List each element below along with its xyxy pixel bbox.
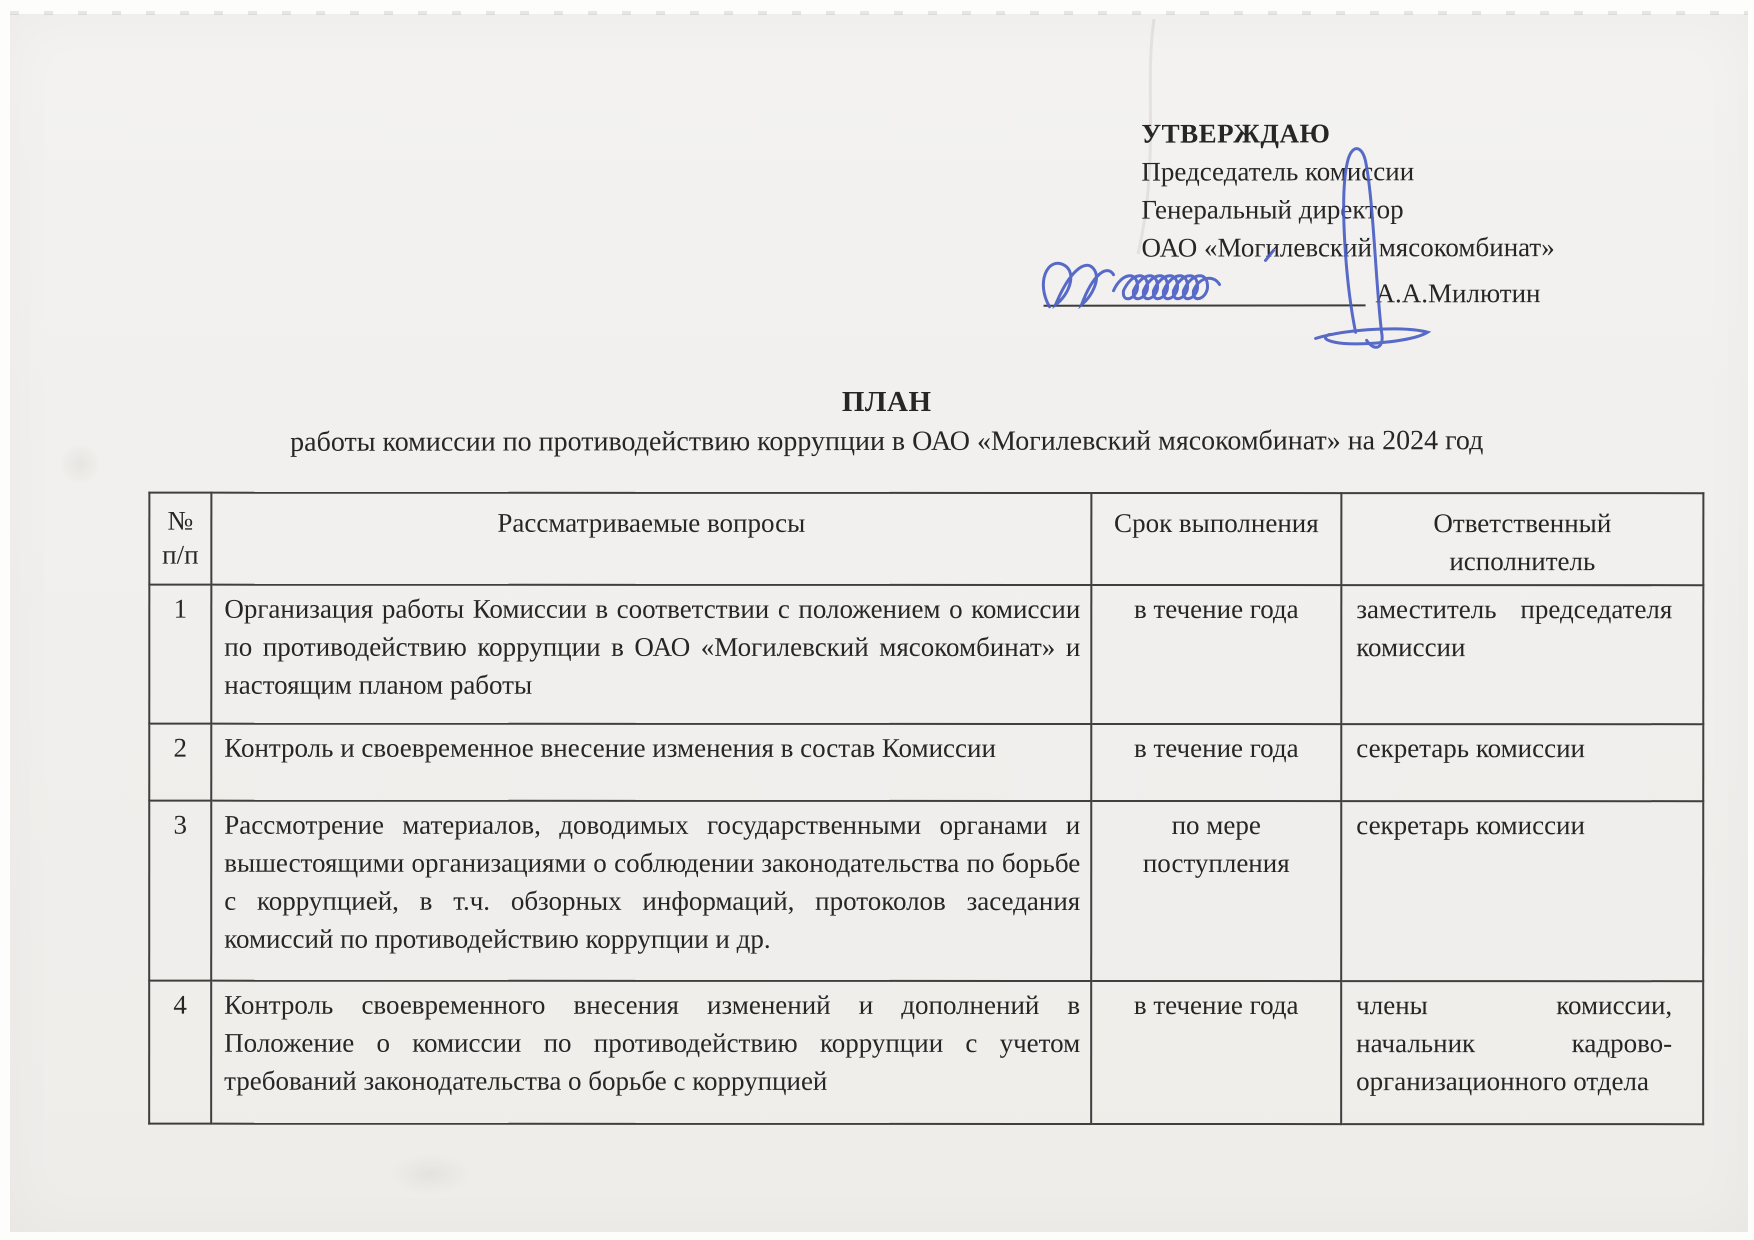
table-row	[149, 585, 1703, 725]
row-number-cell: 1	[149, 585, 211, 724]
approval-heading: УТВЕРЖДАЮ	[1141, 118, 1331, 149]
header-term: Срок выполнения	[1091, 493, 1341, 585]
approval-company-line: ОАО «Могилевский мясокомбинат»	[1141, 232, 1555, 263]
question-cell: Рассмотрение материалов, доводимых государственными органами и вышестоящими организациями о соблюдении законодательства по борьбе с коррупцией, в т.ч. обзорных информаций, протоколов заседания комиссий по противодействию коррупции и др.	[211, 801, 1091, 981]
term-cell: в течение года	[1091, 724, 1341, 801]
header-number: № п/п	[149, 493, 211, 585]
term-cell: в течение года	[1091, 981, 1341, 1124]
approval-block	[1031, 114, 1671, 345]
document-subtitle: работы комиссии по противодействию коррупции в ОАО «Могилевский мясокомбинат» на 2024 год	[290, 425, 1484, 458]
plan-table	[148, 492, 1704, 1126]
row-number-cell: 2	[149, 724, 211, 801]
header-responsible: Ответственный исполнитель	[1341, 493, 1703, 585]
term-cell: по мере поступления	[1091, 801, 1341, 981]
table-row	[149, 724, 1703, 802]
responsible-cell: секретарь комиссии	[1341, 724, 1703, 801]
question-cell: Организация работы Комиссии в соответствии с положением о комиссии по противодействию коррупции в ОАО «Могилевский мясокомбинат» и настоящим планом работы	[211, 585, 1091, 724]
responsible-cell: заместитель председателя комиссии	[1341, 585, 1703, 724]
document-title: ПЛАН	[841, 385, 932, 419]
approval-position-line: Председатель комиссии	[1141, 156, 1415, 187]
approval-position-line: Генеральный директор	[1141, 194, 1404, 225]
document-title-block	[10, 385, 1754, 459]
scanned-document-page	[10, 14, 1748, 1232]
row-number-cell: 3	[149, 801, 211, 981]
question-cell: Контроль и своевременное внесение изменения в состав Комиссии	[211, 724, 1091, 801]
responsible-cell: секретарь комиссии	[1341, 801, 1703, 981]
approval-lines	[1141, 114, 1554, 267]
responsible-cell: члены комиссии, начальник кадрово-организационного отдела	[1341, 981, 1703, 1124]
table-header-row	[149, 493, 1703, 586]
signature-line	[1044, 304, 1366, 306]
table-row	[149, 981, 1703, 1125]
table-row	[149, 801, 1703, 982]
plan-table-body	[149, 585, 1703, 1125]
signee-name: А.А.Милютин	[1375, 278, 1541, 309]
header-questions: Рассматриваемые вопросы	[211, 493, 1091, 585]
row-number-cell: 4	[149, 981, 211, 1124]
document-content	[9, 13, 1749, 1233]
term-cell: в течение года	[1091, 585, 1341, 724]
question-cell: Контроль своевременного внесения изменений и дополнений в Положение о комиссии по противодействию коррупции с учетом требований законодательства о борьбе с коррупцией	[211, 981, 1091, 1124]
